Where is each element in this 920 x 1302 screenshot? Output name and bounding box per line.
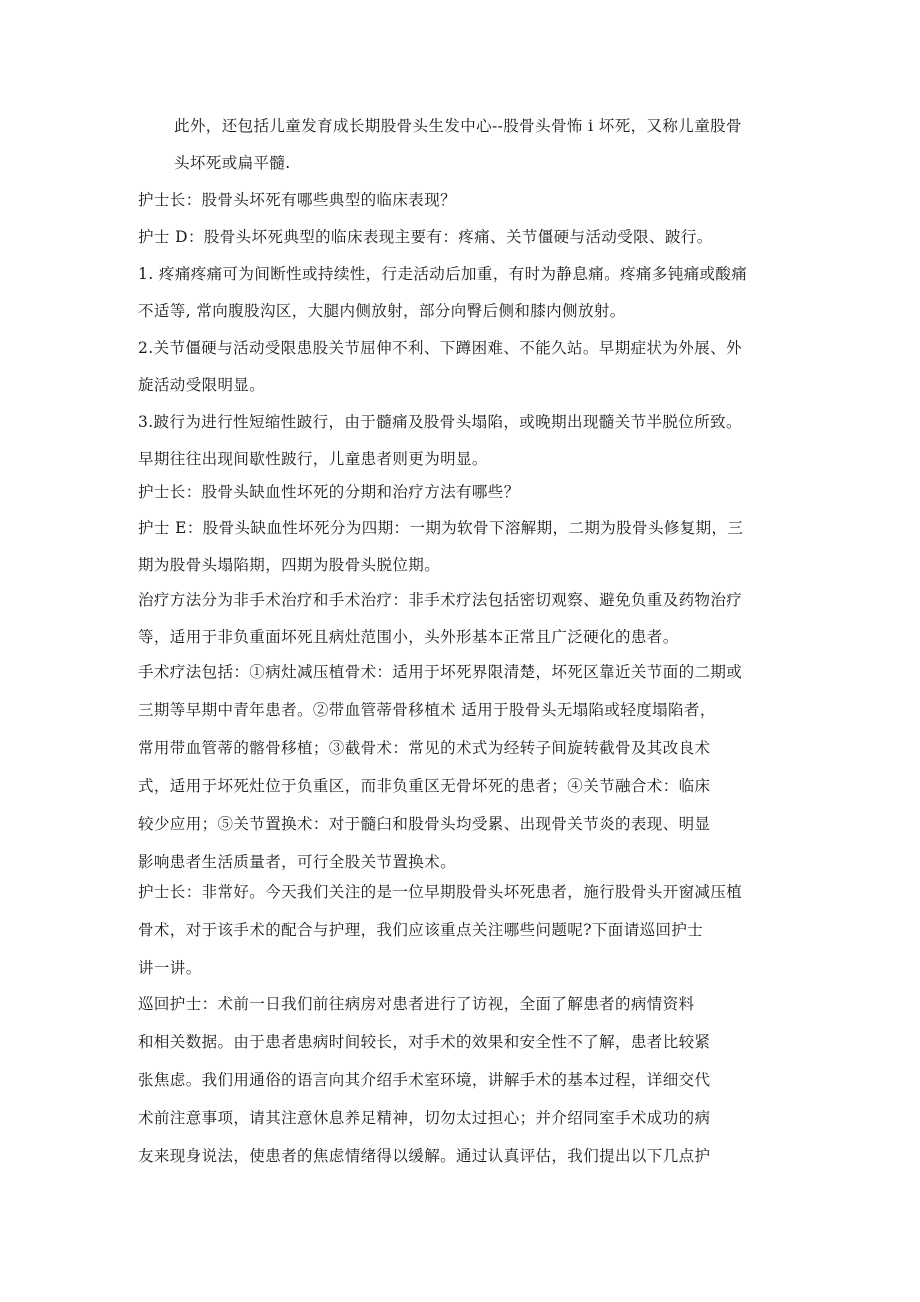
text-line: 较少应用；⑤关节置换术：对于髓臼和股骨头均受累、出现骨关节炎的表现、明显 (138, 815, 711, 833)
paragraph-nurse-e-answer (138, 510, 788, 584)
text-line: 和相关数据。由于患者患病时间较长，对手术的效果和安全性不了解，患者比较紧 (138, 1033, 711, 1051)
paragraph-nurse-d-answer (138, 219, 788, 256)
text-line: 旋活动受限明显。 (138, 376, 266, 394)
paragraph-item-3-limp (138, 404, 788, 478)
text-line: 护士长：股骨头坏死有哪些典型的临床表现？ (138, 191, 457, 209)
text-line: 3.跛行为进行性短缩性跛行，由于髓痛及股骨头塌陷，或晚期出现髓关节半脱位所致。 (138, 413, 742, 431)
paragraph-head-nurse-question-2 (138, 474, 788, 511)
text-line: 不适等, 常向腹股沟区，大腿内侧放射，部分向臀后侧和膝内侧放射。 (138, 302, 626, 320)
text-line: 友来现身说法，使患者的焦虑情绪得以缓解。通过认真评估，我们提出以下几点护 (138, 1147, 711, 1165)
text-line: 护士长：非常好。今天我们关注的是一位早期股骨头坏死患者，施行股骨头开窗减压植 (138, 883, 743, 901)
text-line: 巡回护士：术前一日我们前往病房对患者进行了访视，全面了解患者的病情资料 (138, 995, 695, 1013)
text-line: 术前注意事项，请其注意休息养足精神，切勿太过担心；并介绍同室手术成功的病 (138, 1109, 711, 1127)
paragraph-head-nurse-comment (138, 873, 788, 987)
text-line: 期为股骨头塌陷期，四期为股骨头脱位期。 (138, 556, 441, 574)
text-line: 等，适用于非负重面坏死且病灶范围小，头外形基本正常且广泛硬化的患者。 (138, 628, 679, 646)
text-line: 三期等早期中青年患者。②带血管蒂骨移植术 适用于股骨头无塌陷或轻度塌陷者， (138, 701, 716, 719)
text-line: 护士长：股骨头缺血性坏死的分期和治疗方法有哪些？ (138, 483, 520, 501)
text-line: 护士 E：股骨头缺血性坏死分为四期：一期为软骨下溶解期，二期为股骨头修复期，三 (138, 519, 744, 537)
text-line: 讲一讲。 (138, 959, 202, 977)
paragraph-item-2-stiffness (138, 330, 788, 404)
text-line: 护士 D：股骨头坏死典型的临床表现主要有：疼痛、关节僵硬与活动受限、跛行。 (138, 228, 713, 246)
text-line: 常用带血管蒂的髂骨移植；③截骨术：常见的术式为经转子间旋转截骨及其改良术 (138, 739, 711, 757)
text-line: 2.关节僵硬与活动受限患股关节屈伸不利、下蹲困难、不能久站。早期症状为外展、外 (138, 339, 742, 357)
paragraph-treatment-nonsurgical (138, 582, 788, 656)
text-line: 此外，还包括儿童发育成长期股骨头生发中心--股骨头骨怖 i 坏死，又称儿童股骨 (174, 117, 742, 135)
text-line: 头坏死或扁平髓. (174, 154, 291, 172)
paragraph-intro-continuation (138, 108, 788, 182)
paragraph-head-nurse-question-1 (138, 182, 788, 219)
text-line: 骨术，对于该手术的配合与护理，我们应该重点关注哪些问题呢?下面请巡回护士 (138, 921, 704, 939)
text-line: 1. 疼痛疼痛可为间断性或持续性，行走活动后加重，有时为静息痛。疼痛多钝痛或酸痛 (138, 265, 748, 283)
paragraph-circulating-nurse (138, 985, 788, 1175)
paragraph-treatment-surgical (138, 653, 788, 881)
paragraph-item-1-pain (138, 256, 788, 330)
text-line: 治疗方法分为非手术治疗和手术治疗：非手术疗法包括密切观察、避免负重及药物治疗 (138, 591, 743, 609)
text-line: 手术疗法包括：①病灶减压植骨术：适用于坏死界限清楚，坏死区靠近关节面的二期或 (138, 663, 743, 681)
text-line: 式，适用于坏死灶位于负重区，而非负重区无骨坏死的患者；④关节融合术：临床 (138, 777, 711, 795)
text-line: 早期往往出现间歇性跛行，儿童患者则更为明显。 (138, 450, 488, 468)
text-line: 影响患者生活质量者，可行全股关节置换术。 (138, 853, 457, 871)
text-line: 张焦虑。我们用通俗的语言向其介绍手术室环境，讲解手术的基本过程，详细交代 (138, 1071, 711, 1089)
